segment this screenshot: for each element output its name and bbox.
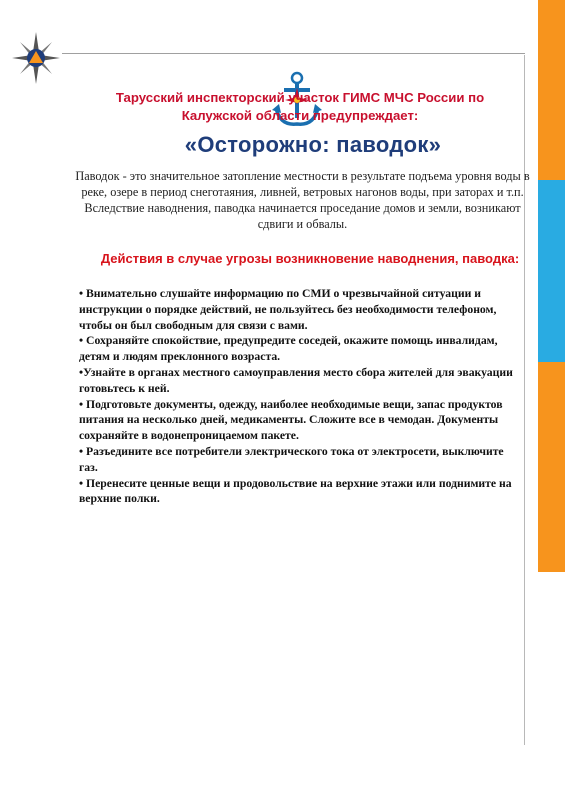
action-item: • Сохраняйте спокойствие, предупредите соседей, окажите помощь инвалидам, детям и людям преклонного возраста. bbox=[79, 334, 498, 364]
page-title: «Осторожно: паводок» bbox=[184, 132, 442, 157]
right-margin-line bbox=[524, 55, 525, 745]
organization-heading: Тарусский инспекторский участок ГИМС МЧС России по Калужской области предупреждает: bbox=[115, 90, 485, 123]
action-item: • Разъедините все потребители электрического тока от электросети, выключите газ. bbox=[79, 444, 504, 474]
action-item: • Внимательно слушайте информацию по СМИ о чрезвычайной ситуации и инструкции о порядке действий, не пользуйтесь без необходимости телефоном, чтобы он был свободным для связи с вами. bbox=[79, 287, 497, 332]
actions-heading: Действия в случае угрозы возникновение наводнения, паводка: bbox=[100, 251, 520, 266]
sidebar-blue-band bbox=[538, 180, 565, 362]
sidebar-orange-bottom bbox=[538, 362, 565, 572]
emercom-star-emblem-icon bbox=[12, 32, 60, 84]
action-item: •Узнайте в органах местного самоуправления место сбора жителей для эвакуации готовьтесь к ней. bbox=[79, 365, 513, 395]
action-item: • Перенесите ценные вещи и продовольствие на верхние этажи или поднимите на верхние полки. bbox=[79, 476, 512, 506]
action-item: • Подготовьте документы, одежду, наиболее необходимые вещи, запас продуктов питания на несколько дней, медикаменты. Сложите все в чемодан. Документы сохраняйте в водонепроницаемом пакете. bbox=[79, 397, 503, 443]
header-divider bbox=[62, 53, 525, 54]
decorative-sidebar bbox=[538, 0, 565, 572]
intro-paragraph: Паводок - это значительное затопление местности в результате подъема уровня воды в реке, озере в период снеготаяния, ливней, ветровых нагонов воды, при заторах и т.п. Вследствие наводнения, паводка начинается проседание домов и земли, возникают сдвиги и обвалы. bbox=[75, 169, 530, 231]
actions-list bbox=[79, 286, 524, 507]
